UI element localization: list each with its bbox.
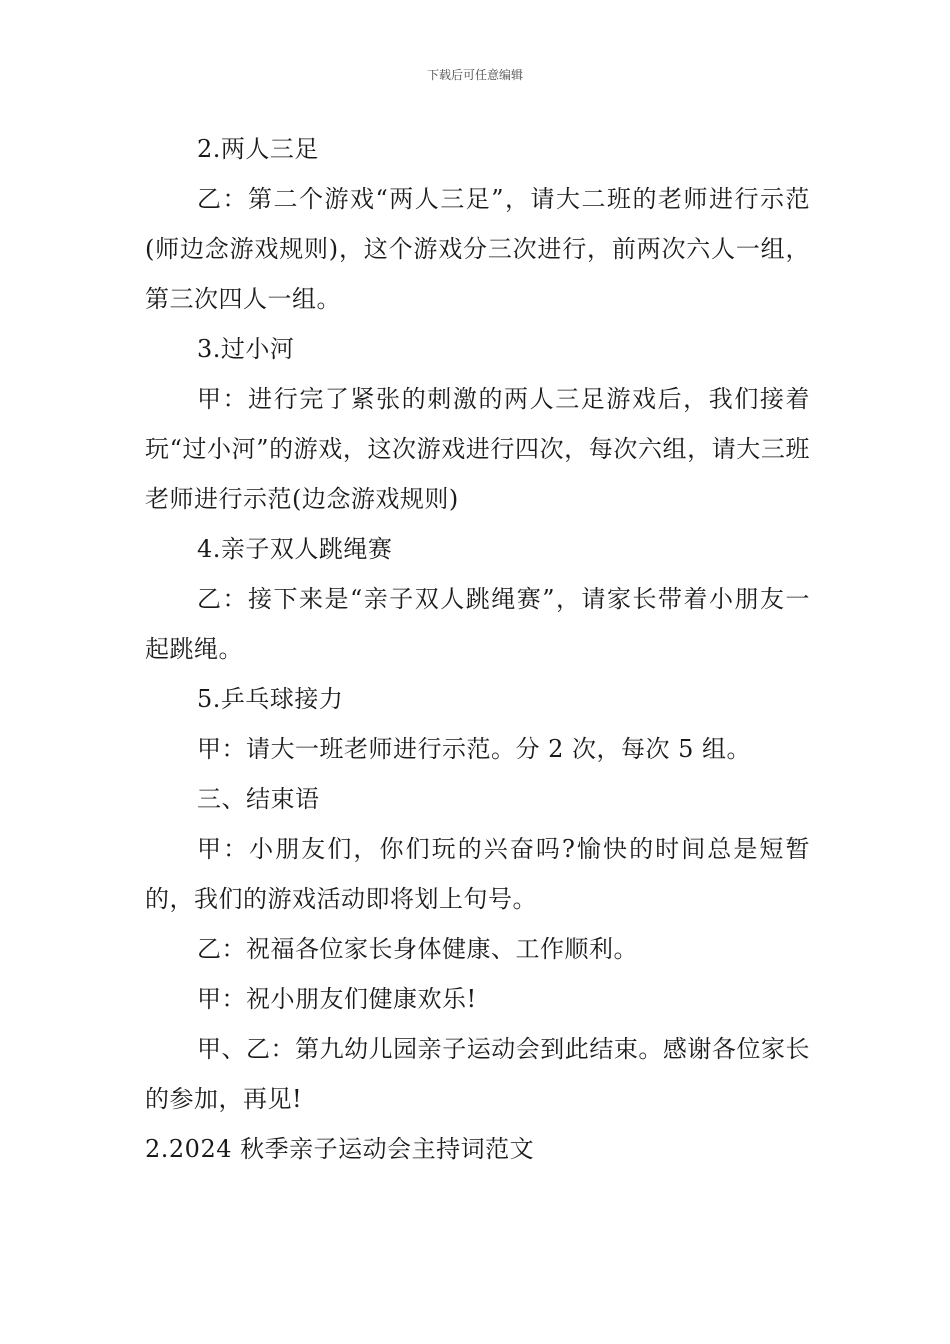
paragraph: 甲：小朋友们，你们玩的兴奋吗?愉快的时间总是短暂的，我们的游戏活动即将划上句号。 [145,835,810,913]
paragraph: 甲：祝小朋友们健康欢乐! [197,985,477,1013]
page-header: 下载后可任意编辑 [426,68,523,82]
document-body [145,124,810,1174]
paragraph: 3.过小河 [197,335,295,363]
paragraph: 5.乒乓球接力 [197,685,344,713]
paragraph: 甲：进行完了紧张的刺激的两人三足游戏后，我们接着玩“过小河”的游戏，这次游戏进行四次，每次六组，请大三班老师进行示范(边念游戏规则) [145,385,810,513]
paragraph: 三、结束语 [197,785,320,813]
paragraph: 乙：第二个游戏“两人三足”，请大二班的老师进行示范(师边念游戏规则)，这个游戏分三次进行，前两次六人一组，第三次四人一组。 [145,185,810,313]
paragraph: 甲：请大一班老师进行示范。分 2 次，每次 5 组。 [197,735,752,763]
paragraph: 乙：接下来是“亲子双人跳绳赛”，请家长带着小朋友一起跳绳。 [145,585,810,663]
paragraph: 4.亲子双人跳绳赛 [197,535,393,563]
paragraph: 乙：祝福各位家长身体健康、工作顺利。 [197,935,638,963]
section-heading: 2.2024 秋季亲子运动会主持词范文 [145,1135,535,1163]
paragraph: 甲、乙：第九幼儿园亲子运动会到此结束。感谢各位家长的参加，再见! [145,1035,810,1113]
paragraph: 2.两人三足 [197,135,319,163]
